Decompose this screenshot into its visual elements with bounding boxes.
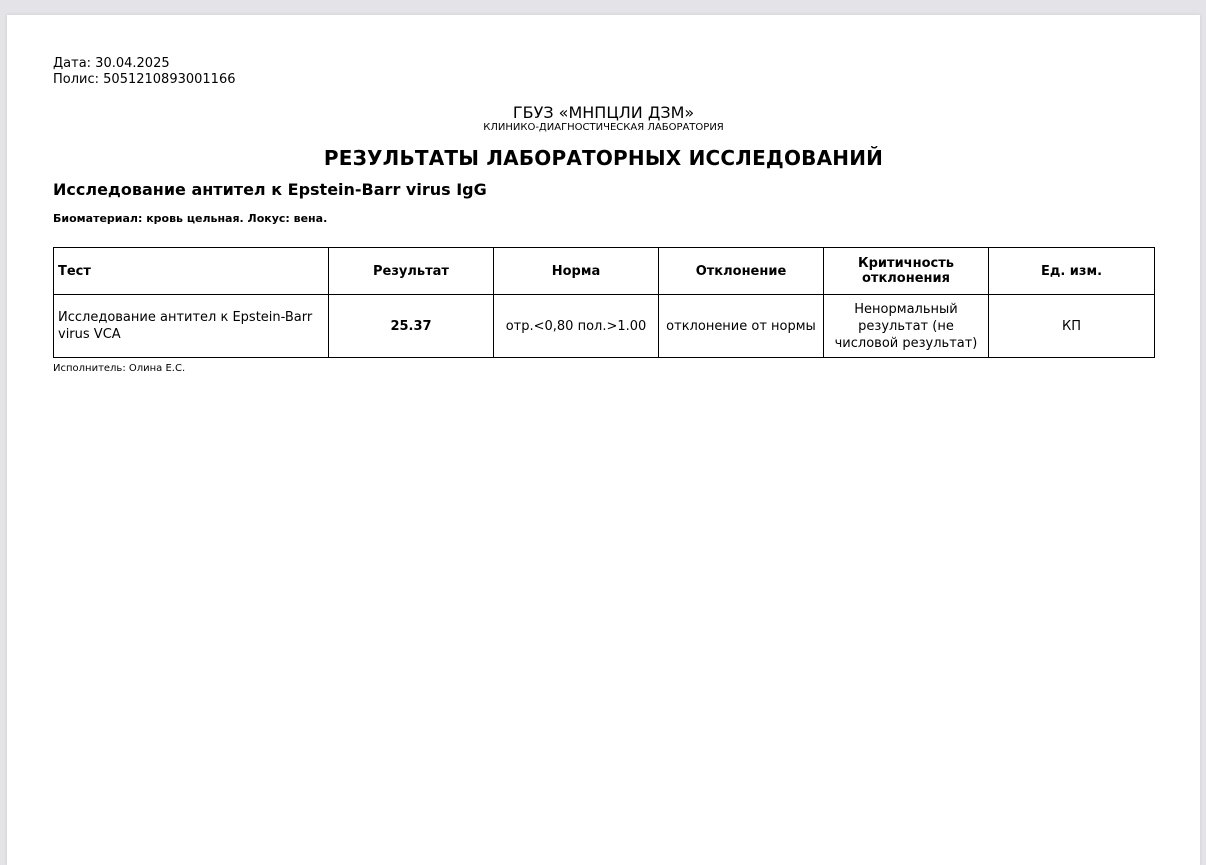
column-header-result: Результат — [329, 248, 494, 295]
study-name: Исследование антител к Epstein-Barr virus IgG — [53, 180, 487, 199]
organization-name: ГБУЗ «МНПЦЛИ ДЗМ» — [512, 103, 695, 122]
results-table — [53, 247, 1155, 358]
table-header-row — [54, 248, 1155, 295]
cell-criticality: Ненормальный результат (не числовой результат) — [824, 295, 989, 358]
department-name: КЛИНИКО-ДИАГНОСТИЧЕСКАЯ ЛАБОРАТОРИЯ — [483, 122, 724, 133]
document-meta — [53, 56, 235, 88]
column-header-norm: Норма — [494, 248, 659, 295]
cell-deviation: отклонение от нормы — [659, 295, 824, 358]
column-header-test: Тест — [54, 248, 329, 295]
cell-result: 25.37 — [329, 295, 494, 358]
cell-norm: отр.<0,80 пол.>1.00 — [494, 295, 659, 358]
document-title: РЕЗУЛЬТАТЫ ЛАБОРАТОРНЫХ ИССЛЕДОВАНИЙ — [323, 146, 884, 170]
cell-unit: КП — [989, 295, 1155, 358]
column-header-criticality: Критичность отклонения — [824, 248, 989, 295]
executor-line: Исполнитель: Олина Е.С. — [53, 363, 186, 374]
column-header-unit: Ед. изм. — [989, 248, 1155, 295]
table-row — [54, 295, 1155, 358]
biomaterial-info: Биоматериал: кровь цельная. Локус: вена. — [53, 212, 328, 225]
cell-test: Исследование антител к Epstein-Barr virus VCA — [54, 295, 329, 358]
policy-line: Полис: 5051210893001166 — [53, 72, 236, 87]
document-page — [7, 15, 1200, 865]
date-line: Дата: 30.04.2025 — [53, 56, 170, 71]
column-header-deviation: Отклонение — [659, 248, 824, 295]
